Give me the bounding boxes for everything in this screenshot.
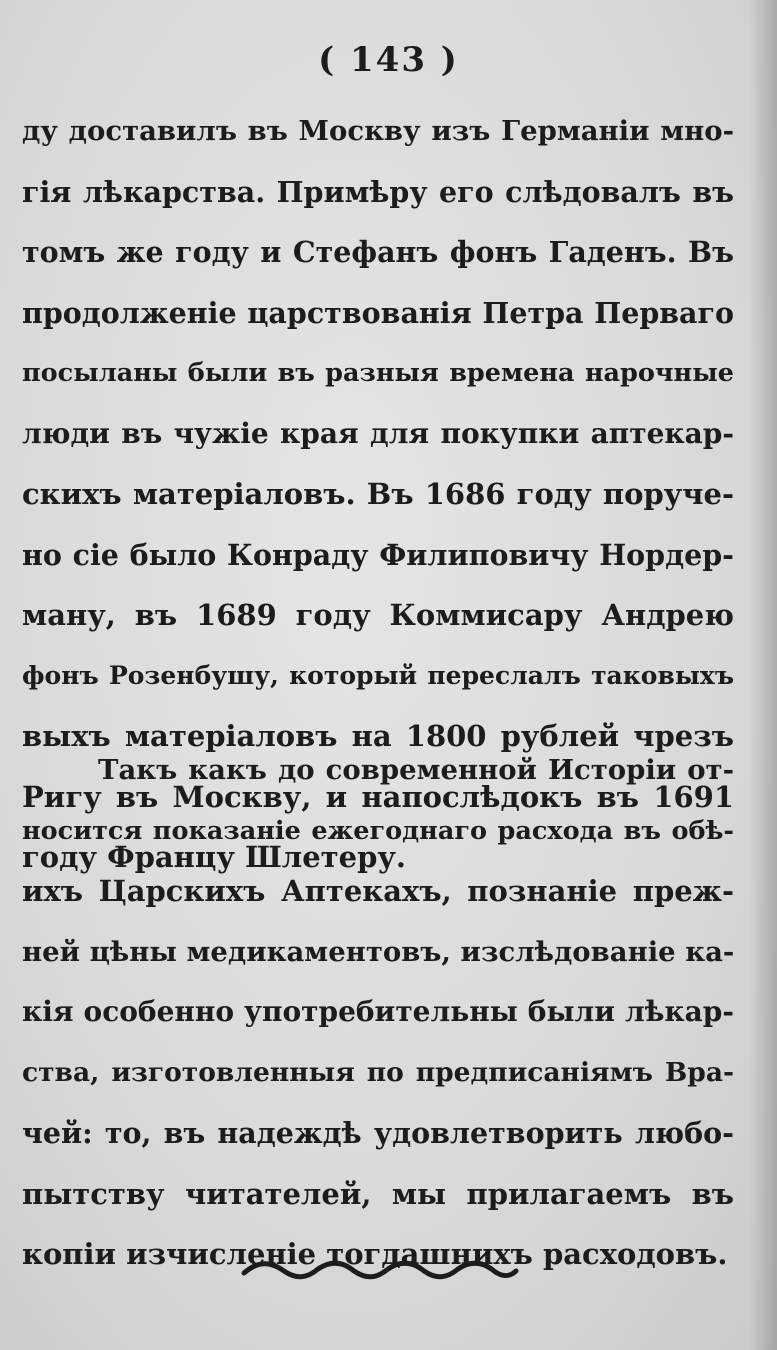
text-line: но сіе было Конраду Филиповичу Нордер- (22, 537, 734, 572)
text-line: ихъ Царскихъ Аптекахъ, познаніе преж- (22, 874, 734, 908)
text-line: ду доставилъ въ Москву изъ Германіи мно- (22, 115, 734, 147)
text-line: ства, изготовленныя по предписаніямъ Вра- (22, 1056, 734, 1088)
text-line: ману, въ 1689 году Коммисару Андрею (22, 598, 734, 632)
text-line: посыланы были въ разныя времена нарочные (22, 358, 734, 388)
text-line: скихъ матеріаловъ. Въ 1686 году поруче- (22, 477, 734, 511)
text-line: фонъ Розенбушу, который переслалъ таковыхъ (22, 660, 734, 690)
page-edge-shadow (749, 0, 777, 1350)
text-line: Такъ какъ до современной Исторіи от- (98, 754, 734, 786)
text-line: Ригу въ Москву, и напослѣдокъ въ 1691 (22, 779, 734, 814)
text-line: люди въ чужіе края для покупки аптекар- (22, 416, 734, 450)
text-line: ней цѣны медикаментовъ, изслѣдованіе ка- (22, 935, 734, 968)
text-line: году Францу Шлетеру. (22, 840, 407, 874)
text-line: гія лѣкарства. Примѣру его слѣдовалъ въ (22, 174, 734, 209)
paragraph-2 (22, 740, 734, 1285)
text-line: продолженіе царствованія Петра Перваго (22, 295, 734, 330)
text-line: кія особенно употребительны были лѣкар- (22, 995, 734, 1028)
text-line: носится показаніе ежегоднаго расхода въ обѣ- (22, 815, 734, 846)
text-line: томъ же году и Стефанъ фонъ Гаденъ. Въ (22, 235, 734, 269)
page-number: ( 143 ) (318, 40, 459, 80)
wavy-ornament-icon (240, 1255, 520, 1285)
text-line: пытству читателей, мы прилагаемъ въ (22, 1176, 734, 1211)
text-line: выхъ матеріаловъ на 1800 рублей чрезъ (22, 719, 734, 753)
text-line: чей: то, въ надеждѣ удовлетворить любо- (22, 1116, 734, 1150)
text-line: копіи изчисленіе тогдашнихъ расходовъ. (22, 1237, 728, 1271)
